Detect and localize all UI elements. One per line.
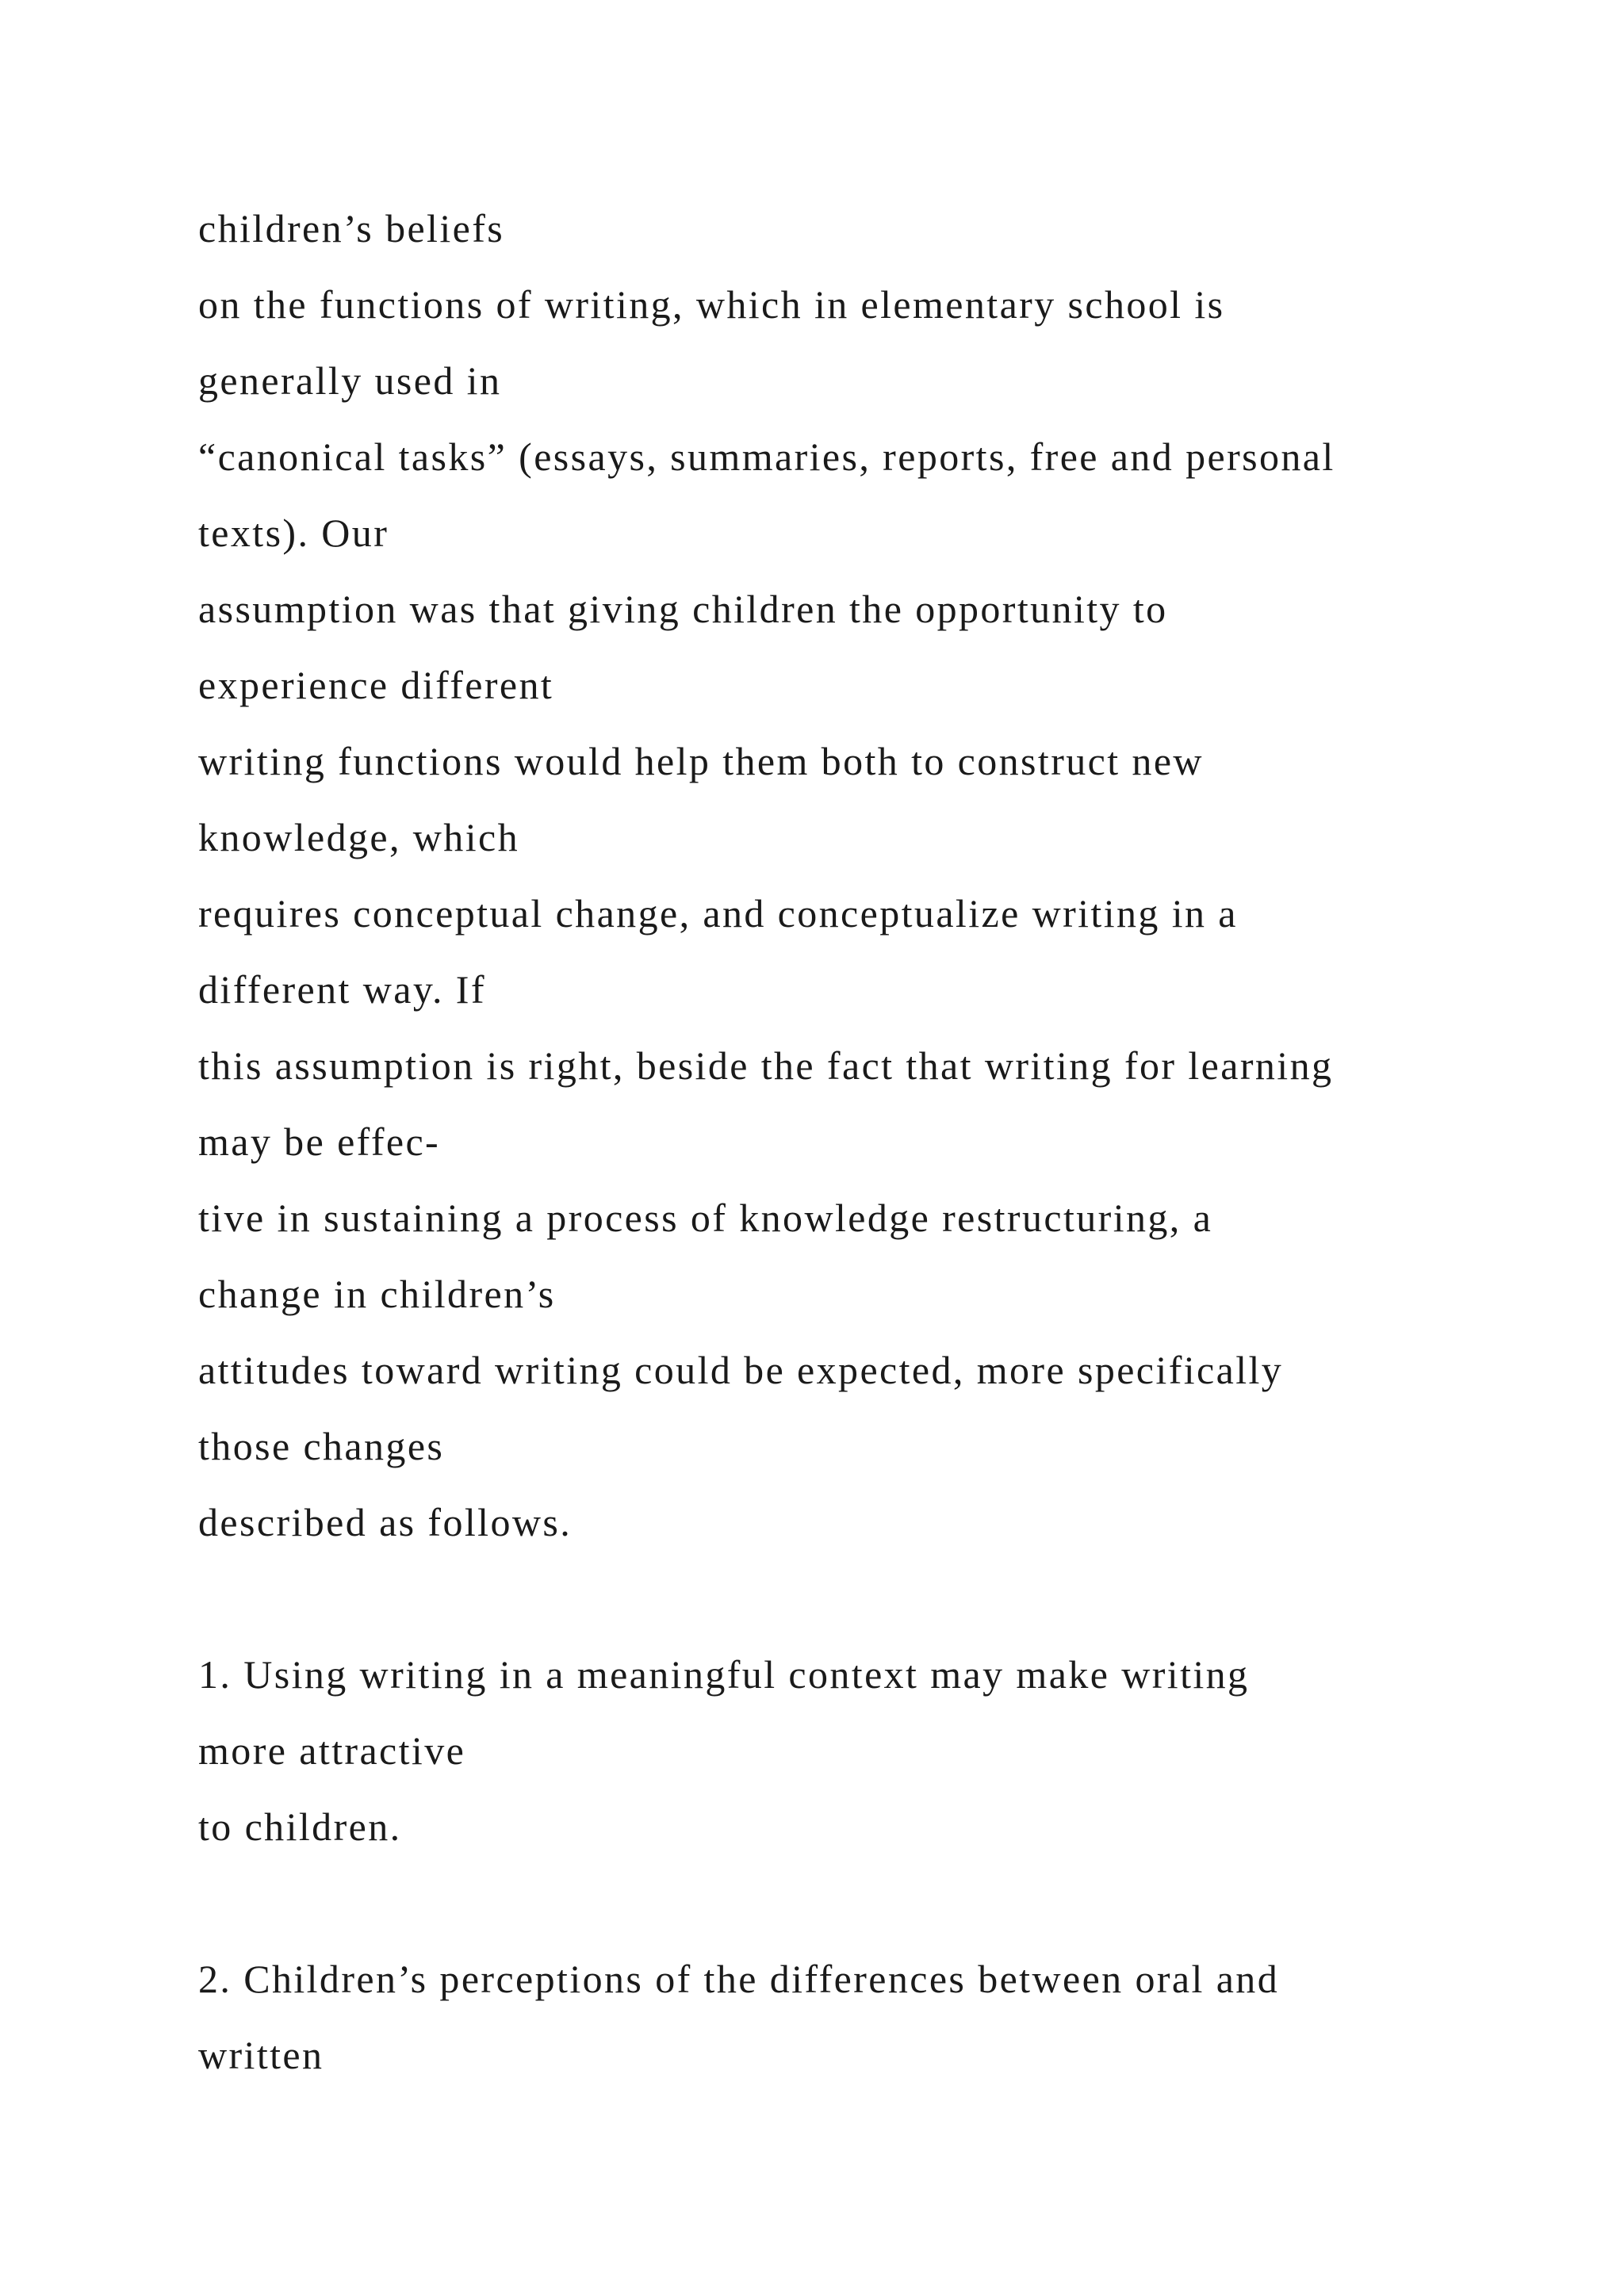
text-line: children’s beliefs [198,206,505,251]
text-line: tive in sustaining a process of knowledge restructuring, a [198,1196,1213,1240]
body-text [198,190,1546,2093]
text-line: this assumption is right, beside the fact that writing for learning [198,1043,1334,1088]
list-item-1-line: 1. Using writing in a meaningful context may make writing [198,1652,1250,1697]
text-line: described as follows. [198,1500,573,1544]
list-item-2-line: written [198,2033,324,2077]
text-line: experience different [198,663,554,707]
text-line: change in children’s [198,1272,556,1316]
text-line: generally used in [198,358,502,403]
text-line: assumption was that giving children the opportunity to [198,587,1168,631]
list-item-1-line: to children. [198,1804,402,1849]
text-line: may be effec- [198,1119,441,1164]
blank-line [198,1865,1546,1941]
blank-line [198,1560,1546,1636]
text-line: “canonical tasks” (essays, summaries, reports, free and personal [198,434,1335,479]
text-line: on the functions of writing, which in elementary school is [198,282,1225,327]
text-line: those changes [198,1424,445,1468]
text-line: knowledge, which [198,815,519,859]
text-line: attitudes toward writing could be expected, more specifically [198,1348,1284,1392]
text-line: writing functions would help them both to construct new [198,739,1204,783]
text-line: requires conceptual change, and conceptualize writing in a [198,891,1238,936]
text-line: different way. If [198,967,486,1012]
text-line: texts). Our [198,511,389,555]
list-item-2-line: 2. Children’s perceptions of the differences between oral and [198,1957,1280,2001]
list-item-1-line: more attractive [198,1728,466,1773]
